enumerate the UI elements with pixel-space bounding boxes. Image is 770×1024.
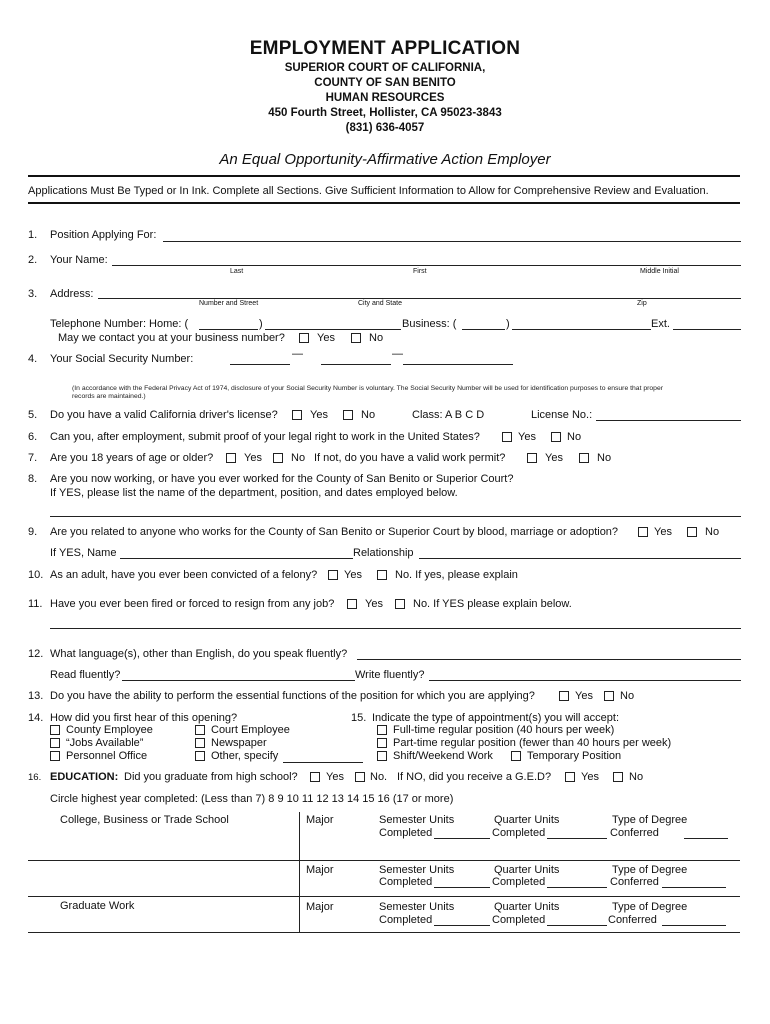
table-row-semester: Semester Units <box>379 901 455 913</box>
office-address: 450 Fourth Street, Hollister, CA 95023-3843 <box>268 107 502 119</box>
felony-no-checkbox[interactable] <box>377 570 387 580</box>
sub-street: Number and Street <box>199 300 259 307</box>
q3-label: Address: <box>50 288 94 300</box>
table-row-degree: Type of Degree <box>612 864 688 876</box>
degree-field[interactable] <box>662 925 726 926</box>
quarter-units-field[interactable] <box>547 925 607 926</box>
appointment-fulltime-checkbox[interactable] <box>377 725 387 735</box>
felony-yes-label: Yes <box>344 569 362 581</box>
q1-label: Position Applying For: <box>50 229 157 241</box>
ssn-dash-2: — <box>392 348 403 360</box>
source-personnel-office-label: Personnel Office <box>66 750 148 762</box>
home-area-code-field[interactable] <box>199 329 258 330</box>
q4-number: 4. <box>28 353 38 365</box>
table-row-quarter-completed: Completed <box>492 827 546 839</box>
table-divider <box>299 812 300 933</box>
ged-no-label: No <box>629 771 644 783</box>
office-phone: (831) 636-4057 <box>345 122 425 134</box>
fired-yes-checkbox[interactable] <box>347 599 357 609</box>
table-row-conferred: Conferred <box>610 827 659 839</box>
sub-first: First <box>413 268 427 275</box>
permit-no-label: No <box>597 452 612 464</box>
semester-units-field[interactable] <box>434 887 490 888</box>
address-field[interactable] <box>98 298 741 299</box>
ssn-part1-field[interactable] <box>230 364 290 365</box>
table-row-semester-completed: Completed <box>379 827 433 839</box>
contact-yes-label: Yes <box>317 332 335 344</box>
business-close-paren: ) <box>506 318 510 330</box>
table-row-rule-2 <box>28 896 740 897</box>
license-class[interactable]: Class: A B C D <box>412 409 485 421</box>
q11-label: Have you ever been fired or forced to resign from any job? <box>50 598 335 610</box>
functions-yes-checkbox[interactable] <box>559 691 569 701</box>
q10-number: 10. <box>28 569 44 581</box>
fired-no-checkbox[interactable] <box>395 599 405 609</box>
table-row-quarter: Quarter Units <box>494 901 560 913</box>
appointment-parttime-label: Part-time regular position (fewer than 40 hours per week) <box>393 737 672 749</box>
sub-middle: Middle Initial <box>640 268 679 275</box>
q4-label: Your Social Security Number: <box>50 353 194 365</box>
q5-label: Do you have a valid California driver's license? <box>50 409 278 421</box>
table-row-quarter: Quarter Units <box>494 814 560 826</box>
languages-field[interactable] <box>357 659 741 660</box>
q14-label: How did you first hear of this opening? <box>50 712 238 724</box>
q7-number: 7. <box>28 452 38 464</box>
table-row-major: Major <box>306 814 334 826</box>
fired-no-label: No. If YES please explain below. <box>413 598 572 610</box>
q6-number: 6. <box>28 431 38 443</box>
source-county-employee-checkbox[interactable] <box>50 725 60 735</box>
permit-yes-checkbox[interactable] <box>527 453 537 463</box>
table-row-quarter-completed: Completed <box>492 876 546 888</box>
legal-right-no-label: No <box>567 431 582 443</box>
age-yes-checkbox[interactable] <box>226 453 236 463</box>
q10-label: As an adult, have you ever been convicted of a felony? <box>50 569 318 581</box>
q14-number: 14. <box>28 712 44 724</box>
license-no-checkbox[interactable] <box>343 410 353 420</box>
header-rule <box>28 175 740 177</box>
related-no-label: No <box>705 526 720 538</box>
contact-yes-checkbox[interactable] <box>299 333 309 343</box>
age-no-checkbox[interactable] <box>273 453 283 463</box>
read-fluently-label: Read fluently? <box>50 669 121 681</box>
table-row-conferred: Conferred <box>610 876 659 888</box>
legal-right-yes-label: Yes <box>518 431 536 443</box>
fired-yes-label: Yes <box>365 598 383 610</box>
semester-units-field[interactable] <box>434 838 490 839</box>
sub-city: City and State <box>358 300 402 307</box>
degree-field[interactable] <box>684 838 728 839</box>
ssn-dash-1: — <box>292 348 303 360</box>
q5-number: 5. <box>28 409 38 421</box>
table-row-semester: Semester Units <box>379 814 455 826</box>
contact-no-checkbox[interactable] <box>351 333 361 343</box>
hs-no-label: No. <box>370 771 388 783</box>
source-other-field[interactable] <box>283 762 363 763</box>
table-row-school: Graduate Work <box>60 900 135 912</box>
permit-yes-label: Yes <box>545 452 563 464</box>
form-title: EMPLOYMENT APPLICATION <box>249 38 521 59</box>
work-permit-question: If not, do you have a valid work permit? <box>314 452 506 464</box>
fired-explanation-field[interactable] <box>50 628 741 629</box>
q8-instructions: If YES, please list the name of the department, position, and dates employed below. <box>50 487 458 499</box>
ssn-part3-field[interactable] <box>403 364 513 365</box>
sub-last: Last <box>230 268 244 275</box>
source-court-employee-checkbox[interactable] <box>195 725 205 735</box>
ged-yes-label: Yes <box>581 771 599 783</box>
q7-label: Are you 18 years of age or older? <box>50 452 214 464</box>
relationship-field[interactable] <box>419 558 741 559</box>
appointment-temporary-label: Temporary Position <box>527 750 622 762</box>
age-no-label: No <box>291 452 306 464</box>
source-newspaper-checkbox[interactable] <box>195 738 205 748</box>
age-yes-label: Yes <box>244 452 262 464</box>
source-personnel-office-checkbox[interactable] <box>50 751 60 761</box>
telephone-home-label: Telephone Number: Home: ( <box>50 318 189 330</box>
source-other-checkbox[interactable] <box>195 751 205 761</box>
functions-no-checkbox[interactable] <box>604 691 614 701</box>
contact-business-question: May we contact you at your business number? <box>58 332 285 344</box>
q2-number: 2. <box>28 254 38 266</box>
appointment-temporary-checkbox[interactable] <box>511 751 521 761</box>
source-jobs-available-checkbox[interactable] <box>50 738 60 748</box>
business-area-code-field[interactable] <box>462 329 505 330</box>
department-name: HUMAN RESOURCES <box>325 92 445 104</box>
ext-label: Ext. <box>651 318 670 330</box>
q9-label: Are you related to anyone who works for the County of San Benito or Superior Court by blood, marriage or adoption? <box>50 526 619 538</box>
permit-no-checkbox[interactable] <box>579 453 589 463</box>
relative-name-field[interactable] <box>120 558 353 559</box>
q12-label: What language(s), other than English, do you speak fluently? <box>50 648 348 660</box>
q8-number: 8. <box>28 473 38 485</box>
county-name: COUNTY OF SAN BENITO <box>314 77 456 89</box>
license-yes-checkbox[interactable] <box>292 410 302 420</box>
functions-yes-label: Yes <box>575 690 593 702</box>
table-row-conferred: Conferred <box>608 914 657 926</box>
write-fluently-field[interactable] <box>429 680 741 681</box>
q13-number: 13. <box>28 690 44 702</box>
relative-name-label: If YES, Name <box>50 547 117 559</box>
relationship-label: Relationship <box>353 547 414 559</box>
q2-label: Your Name: <box>50 254 108 266</box>
q16-label: Did you graduate from high school? <box>124 771 298 783</box>
q6-label: Can you, after employment, submit proof of your legal right to work in the United States? <box>50 431 480 443</box>
legal-right-yes-checkbox[interactable] <box>502 432 512 442</box>
related-no-checkbox[interactable] <box>687 527 697 537</box>
q9-number: 9. <box>28 526 38 538</box>
table-row-semester-completed: Completed <box>379 914 433 926</box>
education-heading: EDUCATION: <box>50 771 119 783</box>
q12-number: 12. <box>28 648 44 660</box>
table-row-semester: Semester Units <box>379 864 455 876</box>
appointment-shift-checkbox[interactable] <box>377 751 387 761</box>
table-row-school: College, Business or Trade School <box>60 814 229 826</box>
appointment-fulltime-label: Full-time regular position (40 hours per week) <box>393 724 615 736</box>
q1-number: 1. <box>28 229 38 241</box>
license-number-field[interactable] <box>596 420 741 421</box>
privacy-notice-2: records are maintained.) <box>72 393 146 400</box>
table-row-degree: Type of Degree <box>612 901 688 913</box>
source-other-label: Other, specify <box>211 750 279 762</box>
hs-no-checkbox[interactable] <box>355 772 365 782</box>
degree-field[interactable] <box>662 887 726 888</box>
felony-no-label: No. If yes, please explain <box>395 569 518 581</box>
court-name: SUPERIOR COURT OF CALIFORNIA, <box>284 62 486 74</box>
table-row-quarter: Quarter Units <box>494 864 560 876</box>
business-phone-field[interactable] <box>512 329 651 330</box>
q8-label: Are you now working, or have you ever worked for the County of San Benito or Superior Court? <box>50 473 514 485</box>
ged-question: If NO, did you receive a G.E.D? <box>397 771 552 783</box>
appointment-shift-label: Shift/Weekend Work <box>393 750 493 762</box>
license-no-label: No <box>361 409 376 421</box>
table-row-degree: Type of Degree <box>612 814 688 826</box>
privacy-notice: (In accordance with the Federal Privacy Act of 1974, disclosure of your Social Security Number is voluntary. The Social Security Number will be used for identification purposes to ensure that proper <box>72 385 663 392</box>
semester-units-field[interactable] <box>434 925 490 926</box>
related-yes-checkbox[interactable] <box>638 527 648 537</box>
instructions: Applications Must Be Typed or In Ink. Complete all Sections. Give Sufficient Information to Allow for Comprehensive Review and Evaluation. <box>28 185 709 197</box>
legal-right-no-checkbox[interactable] <box>551 432 561 442</box>
ged-yes-checkbox[interactable] <box>565 772 575 782</box>
table-row-major: Major <box>306 901 334 913</box>
related-yes-label: Yes <box>654 526 672 538</box>
q15-label: Indicate the type of appointment(s) you will accept: <box>372 712 620 724</box>
q3-number: 3. <box>28 288 38 300</box>
home-phone-field[interactable] <box>265 329 401 330</box>
ged-no-checkbox[interactable] <box>613 772 623 782</box>
license-number-label: License No.: <box>531 409 593 421</box>
table-row-quarter-completed: Completed <box>492 914 546 926</box>
functions-no-label: No <box>620 690 635 702</box>
table-row-rule-1 <box>28 860 740 861</box>
q11-number: 11. <box>28 598 43 610</box>
table-bottom-rule <box>28 932 740 933</box>
highest-year-circle[interactable]: Circle highest year completed: (Less than 7) 8 9 10 11 12 13 14 15 16 (17 or more) <box>50 793 454 805</box>
source-court-employee-label: Court Employee <box>211 724 290 736</box>
contact-no-label: No <box>369 332 384 344</box>
q16-number: 16. <box>28 772 42 783</box>
home-close-paren: ) <box>259 318 263 330</box>
employment-history-field[interactable] <box>50 516 741 517</box>
sub-zip: Zip <box>637 300 647 307</box>
business-label: Business: ( <box>402 318 457 330</box>
quarter-units-field[interactable] <box>547 887 607 888</box>
source-jobs-available-label: “Jobs Available” <box>66 737 144 749</box>
eeo-statement: An Equal Opportunity-Affirmative Action Employer <box>219 151 551 168</box>
table-row-semester-completed: Completed <box>379 876 433 888</box>
write-fluently-label: Write fluently? <box>355 669 425 681</box>
ssn-part2-field[interactable] <box>321 364 391 365</box>
name-field[interactable] <box>112 265 741 266</box>
hs-yes-label: Yes <box>326 771 344 783</box>
license-yes-label: Yes <box>310 409 328 421</box>
felony-yes-checkbox[interactable] <box>328 570 338 580</box>
ext-field[interactable] <box>673 329 741 330</box>
instructions-rule <box>28 202 740 204</box>
quarter-units-field[interactable] <box>547 838 607 839</box>
source-newspaper-label: Newspaper <box>211 737 267 749</box>
appointment-parttime-checkbox[interactable] <box>377 738 387 748</box>
q13-label: Do you have the ability to perform the essential functions of the position for which you are applying? <box>50 690 535 702</box>
position-field[interactable] <box>163 241 741 242</box>
q15-number: 15. <box>351 712 367 724</box>
table-row-major: Major <box>306 864 334 876</box>
hs-yes-checkbox[interactable] <box>310 772 320 782</box>
source-county-employee-label: County Employee <box>66 724 153 736</box>
read-fluently-field[interactable] <box>122 680 355 681</box>
